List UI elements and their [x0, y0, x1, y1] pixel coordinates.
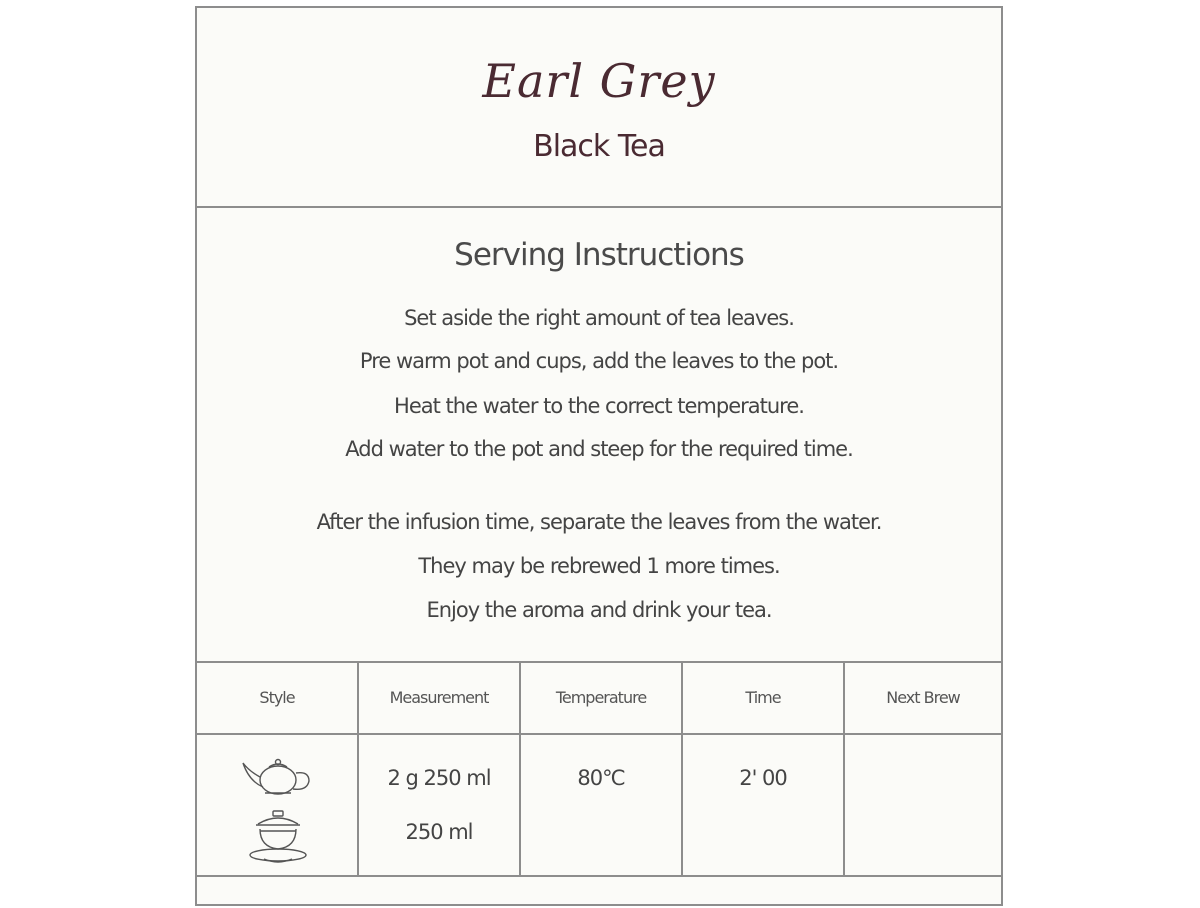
temperature-value: 80℃ — [577, 766, 625, 790]
measurement-gaiwan: 250 ml — [405, 820, 473, 844]
column-divider — [843, 663, 845, 875]
gaiwan-icon — [246, 809, 310, 867]
header-style: Style — [259, 688, 295, 707]
header-next-brew: Next Brew — [886, 688, 960, 707]
teapot-icon — [241, 753, 315, 799]
instruction-step: Add water to the pot and steep for the required time. — [345, 437, 853, 461]
instruction-step: Set aside the right amount of tea leaves. — [404, 306, 794, 330]
tea-type: Black Tea — [533, 129, 665, 164]
header-measurement: Measurement — [389, 688, 489, 707]
instruction-step: Heat the water to the correct temperature. — [394, 394, 804, 418]
header-temperature: Temperature — [555, 688, 647, 707]
tea-name: Earl Grey — [482, 54, 716, 108]
after-step: Enjoy the aroma and drink your tea. — [426, 598, 772, 622]
serving-instructions — [197, 208, 1001, 663]
instruction-step: Pre warm pot and cups, add the leaves to the pot. — [359, 349, 839, 373]
brewing-table — [197, 663, 1001, 908]
card-header — [197, 8, 1001, 208]
table-bottom-border — [197, 875, 1001, 877]
after-step: After the infusion time, separate the leaves from the water. — [316, 510, 882, 534]
after-step: They may be rebrewed 1 more times. — [418, 554, 780, 578]
tea-instruction-card — [195, 6, 1003, 906]
measurement-teapot: 2 g 250 ml — [387, 766, 491, 790]
header-time: Time — [745, 688, 781, 707]
time-value: 2' 00 — [739, 766, 787, 790]
table-header-row — [197, 663, 1001, 735]
instructions-title: Serving Instructions — [454, 237, 744, 273]
